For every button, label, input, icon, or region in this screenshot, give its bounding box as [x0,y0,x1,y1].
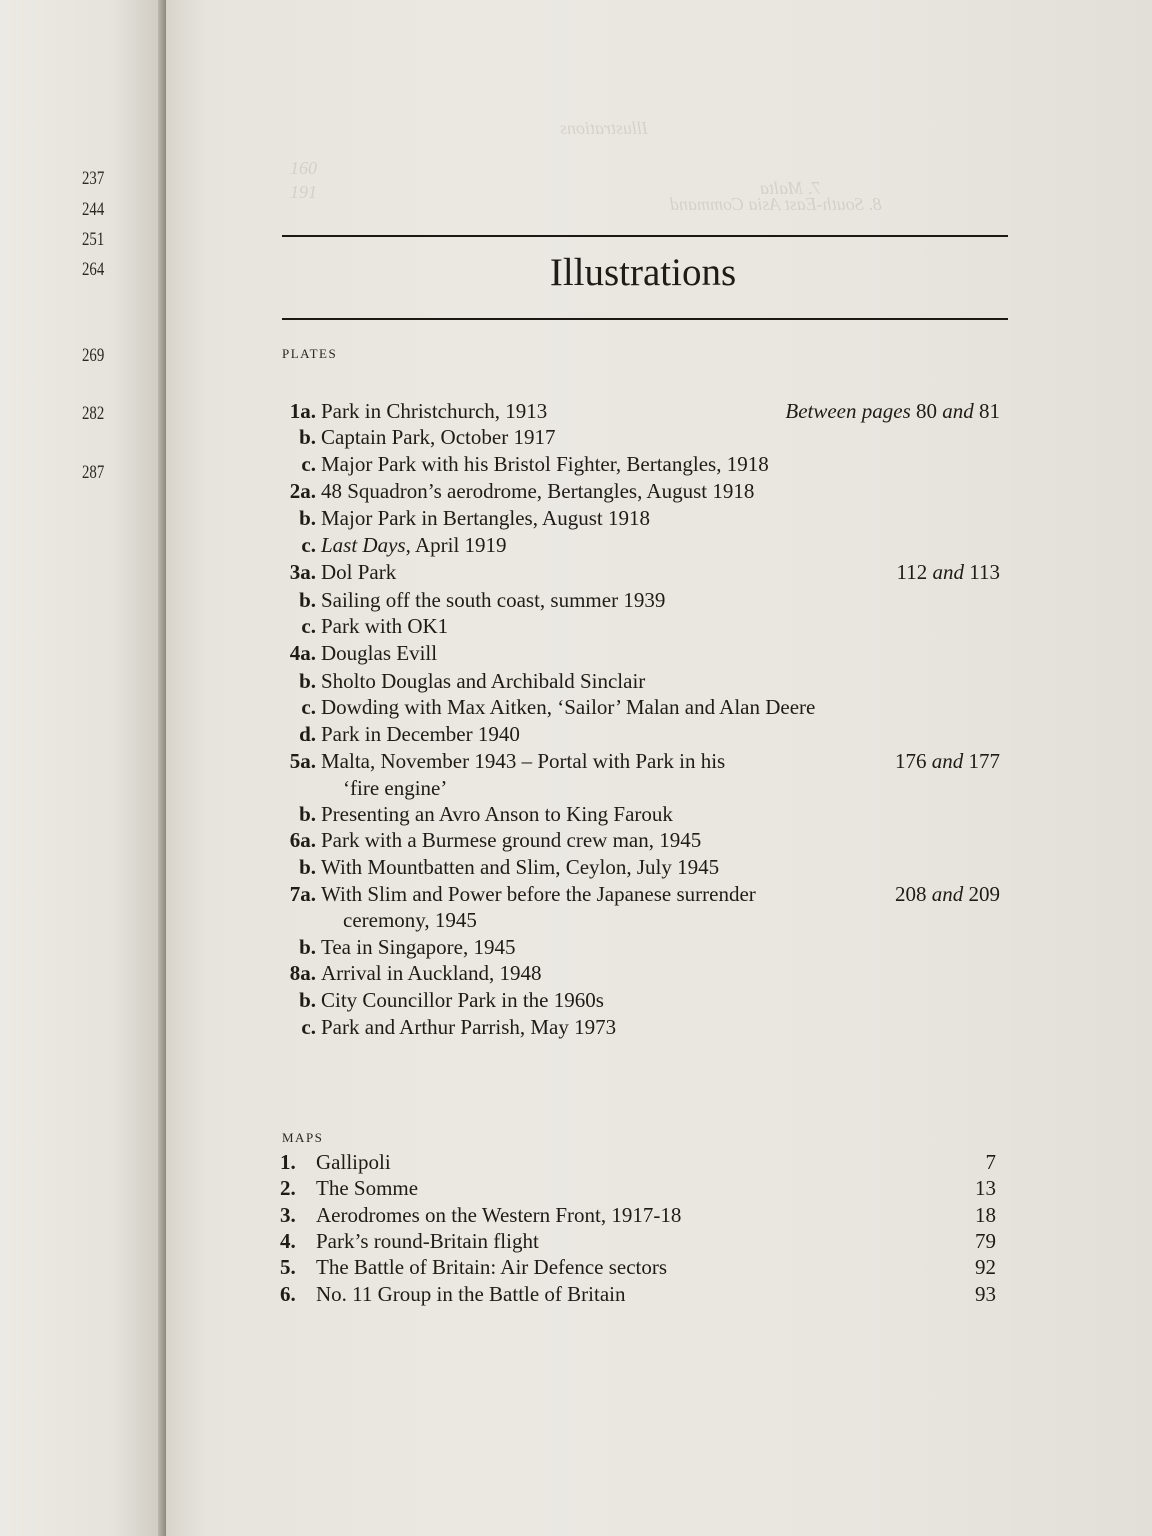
plate-caption [321,401,547,422]
left-page-number: 237 [82,168,105,189]
left-page-number: 244 [82,199,105,220]
map-caption: Gallipoli [316,1150,391,1174]
plate-caption [321,508,650,529]
page-range-part: 209 [968,882,1000,906]
plate-caption [321,427,555,448]
plate-caption [321,724,520,745]
show-through-line: 7. Malta [760,178,821,198]
plate-caption-text: Arrival in Auckland, 1948 [321,961,542,985]
left-page-number: 269 [82,345,105,366]
map-number: 4. [280,1229,296,1253]
left-page [0,0,162,1536]
plate-caption-text: Major Park with his Bristol Fighter, Bertangles, 1918 [321,452,769,476]
plate-caption [321,643,437,664]
map-page-number: 79 [975,1229,996,1253]
plate-number: b. [299,855,316,879]
top-rule [282,235,1008,237]
plate-number: b. [299,588,316,612]
map-caption: Park’s round-Britain flight [316,1229,539,1253]
plate-number: 8a. [289,961,316,985]
plate-number: 6a. [289,828,316,852]
map-page-number: 7 [985,1150,996,1174]
map-caption: Aerodromes on the Western Front, 1917-18 [316,1203,682,1227]
page-range-part: 113 [969,560,1000,584]
page-range-part: and [931,882,964,906]
page-range-part: and [942,399,974,423]
plate-number: 2a. [289,479,316,503]
plate-caption-text: Park in December 1940 [321,722,520,746]
plate-caption-text: Park with a Burmese ground crew man, 1945 [321,828,702,852]
show-through-number: 160 [290,158,317,178]
plate-number: b. [299,669,316,693]
show-through-line: 8. South-East Asia Command [670,194,882,214]
plate-page-range [895,751,1000,772]
plate-caption [321,804,673,825]
plate-caption-text: Park in Christchurch, 1913 [321,399,548,423]
page-range-part: 208 [895,882,927,906]
plate-number: 1a. [289,399,316,423]
page-range-part: 176 [895,749,927,773]
plate-number: b. [299,425,316,449]
left-page-number: 287 [82,462,105,483]
plate-number: b. [299,935,316,959]
plate-number: b. [299,802,316,826]
plate-caption-text: Captain Park, October 1917 [321,425,556,449]
plate-number: 4a. [289,641,316,665]
map-caption: No. 11 Group in the Battle of Britain [316,1282,626,1306]
plate-caption-text: ceremony, 1945 [343,908,477,932]
plate-caption [321,671,645,692]
plate-caption [321,454,769,475]
plate-page-range [895,884,1000,905]
plate-page-range [785,401,1000,422]
plate-caption-text: City Councillor Park in the 1960s [321,988,604,1012]
show-through-header: Illustrations [560,118,649,138]
plate-number: c. [301,695,316,719]
plate-caption-text: Presenting an Avro Anson to King Farouk [321,802,673,826]
map-number: 5. [280,1255,296,1279]
plate-caption-text: Tea in Singapore, 1945 [321,935,516,959]
page-range-part: and [931,749,964,773]
left-page-number: 251 [82,229,105,250]
map-number: 6. [280,1282,296,1306]
left-page-number: 282 [82,403,105,424]
plate-caption [321,884,756,905]
plate-page-range [897,562,1000,583]
map-number: 2. [280,1176,296,1200]
title-rule [282,318,1008,320]
plate-number: b. [299,506,316,530]
plate-caption [321,963,541,984]
left-page-number: 264 [82,259,105,280]
plate-caption-text: Dowding with Max Aitken, ‘Sailor’ Malan and Alan Deere [321,695,816,719]
plate-caption-text: ‘fire engine’ [343,776,448,800]
map-page-number: 13 [975,1176,996,1200]
plate-number: c. [301,1015,316,1039]
maps-label: MAPS [282,1130,324,1145]
plate-caption [321,830,701,851]
map-page-number: 18 [975,1203,996,1227]
plate-caption-text: Sholto Douglas and Archibald Sinclair [321,669,646,693]
plate-caption [321,481,754,502]
plate-number: d. [299,722,316,746]
plate-caption-text: 48 Squadron’s aerodrome, Bertangles, August 1918 [321,479,755,503]
page-range-part: 81 [979,399,1000,423]
page-title: Illustrations [549,251,737,294]
book-spine [158,0,166,1536]
plate-caption-text: With Slim and Power before the Japanese surrender [321,882,756,906]
page-range-part: Between pages [785,399,911,423]
plate-caption-text: Park with OK1 [321,614,449,638]
map-page-number: 92 [975,1255,996,1279]
plate-caption [321,937,516,958]
plate-number: 5a. [289,749,316,773]
plate-caption [321,590,665,611]
plate-caption-text: , April 1919 [405,533,507,557]
plate-caption-text: With Mountbatten and Slim, Ceylon, July 1945 [321,855,720,879]
plate-caption [343,910,477,931]
plate-caption [343,778,447,799]
plate-caption [321,857,719,878]
plate-caption-text: Sailing off the south coast, summer 1939 [321,588,666,612]
plate-caption-text: Dol Park [321,560,397,584]
plates-label: PLATES [282,346,338,361]
plate-caption-italic: Last Days [321,533,406,557]
plate-number: c. [301,614,316,638]
page-range-part: 112 [896,560,928,584]
plate-caption [321,751,725,772]
page-range-part: 177 [968,749,1000,773]
plate-caption [321,990,604,1011]
map-number: 3. [280,1203,296,1227]
page-range-part: 80 [916,399,937,423]
plate-caption-text: Douglas Evill [321,641,438,665]
plate-caption-text: Park and Arthur Parrish, May 1973 [321,1015,617,1039]
plate-caption-text: Major Park in Bertangles, August 1918 [321,506,650,530]
plate-caption [321,535,507,556]
plate-number: c. [301,533,316,557]
plate-caption [321,697,815,718]
plate-caption [321,1017,616,1038]
page-range-part: and [932,560,965,584]
map-number: 1. [280,1150,296,1174]
plate-number: 7a. [289,882,316,906]
show-through-number: 191 [290,182,317,202]
map-caption: The Somme [316,1176,419,1200]
map-page-number: 93 [975,1282,996,1306]
plate-caption [321,562,396,583]
plate-number: c. [301,452,316,476]
plate-number: b. [299,988,316,1012]
plate-caption-text: Malta, November 1943 – Portal with Park in his [321,749,726,773]
plate-caption [321,616,448,637]
map-caption: The Battle of Britain: Air Defence sectors [316,1255,668,1279]
plate-number: 3a. [289,560,316,584]
